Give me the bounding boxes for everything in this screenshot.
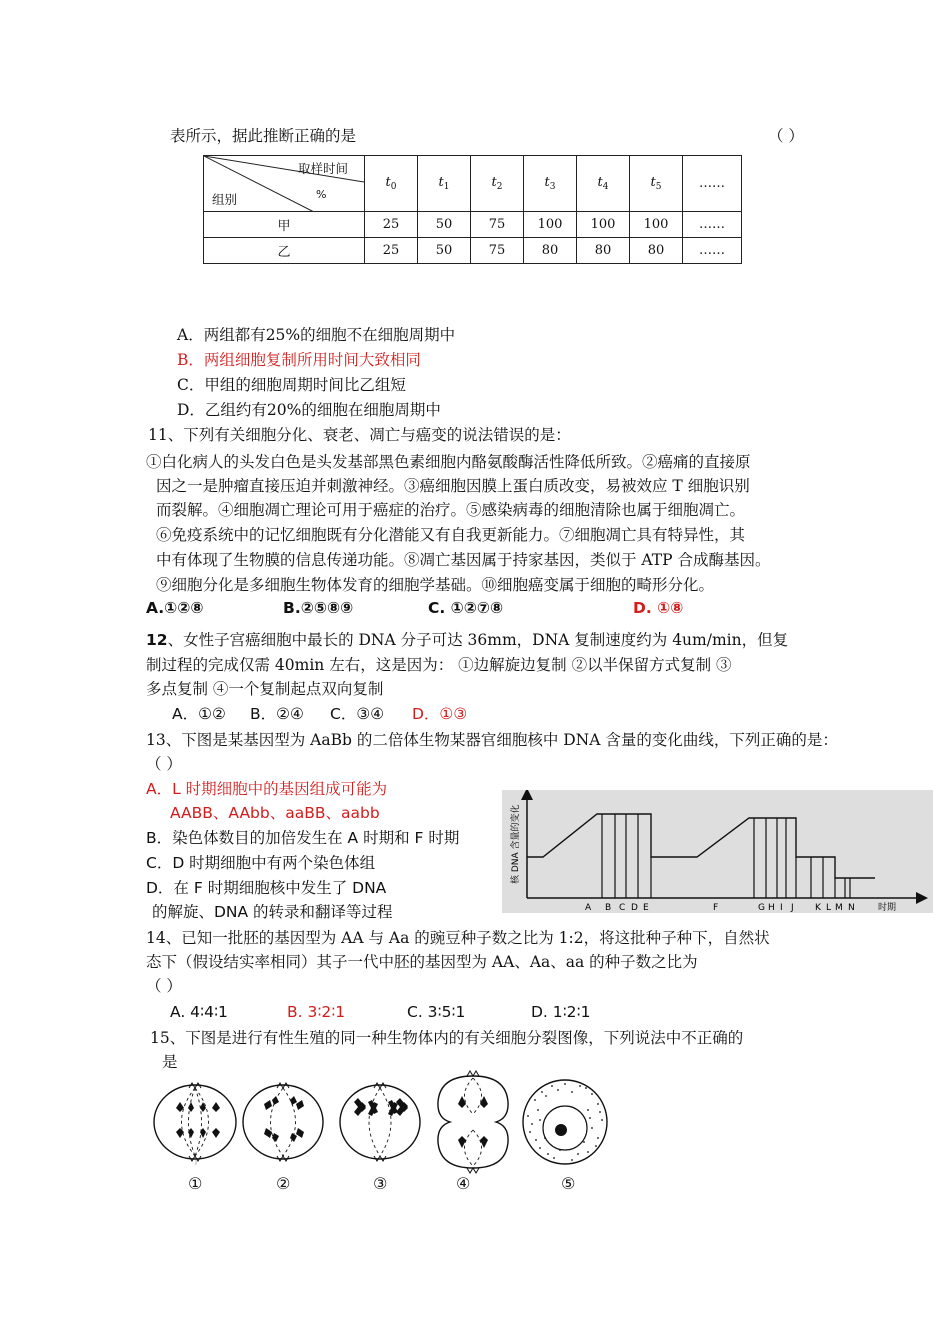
cell-4: [438, 1071, 508, 1173]
dna-content-chart: [502, 790, 933, 913]
cell-label-1: ①: [188, 1174, 203, 1193]
header-t4: $t_4$: [577, 156, 630, 212]
q12-option-a: A．①②: [172, 705, 226, 723]
q11-option-c: C. ①②⑦⑧: [428, 599, 504, 617]
q15-line: 15、下图是进行有性生殖的同一种生物体内的有关细胞分裂图像，下列说法中不正确的: [150, 1029, 744, 1047]
q11-stem: 11、下列有关细胞分化、衰老、凋亡与癌变的说法错误的是：: [148, 426, 571, 444]
x-label-B: B: [605, 903, 612, 913]
header-ellipsis: ……: [683, 156, 742, 212]
x-label-J: J: [791, 903, 794, 913]
q11-line: ⑨细胞分化是多细胞生物体发育的细胞学基础。⑩细胞癌变属于细胞的畸形分化。: [156, 576, 715, 594]
x-label-I: I: [780, 903, 783, 913]
q11-line: 中有体现了生物膜的信息传递功能。⑧凋亡基因属于持家基因，类似于 ATP 合成酶基因。: [156, 551, 771, 569]
cell-label-5: ⑤: [561, 1174, 576, 1193]
q13-option-d-line1: D．在 F 时期细胞核中发生了 DNA: [146, 879, 387, 897]
table-cell: 25: [365, 212, 418, 238]
q14-option-a: A. 4∶4∶1: [170, 1003, 228, 1021]
cell-2: [243, 1083, 323, 1161]
cell-3: [340, 1083, 420, 1161]
dna-chart-svg: [502, 790, 933, 913]
table-cell: 80: [524, 238, 577, 264]
cell-5: [523, 1080, 607, 1164]
table-cell: 80: [630, 238, 683, 264]
cell-label-3: ③: [373, 1174, 388, 1193]
table-header-corner: [204, 156, 365, 212]
table-cell: ……: [683, 212, 742, 238]
x-axis-label: 时期: [878, 903, 897, 913]
q14-option-b: B. 3∶2∶1: [287, 1003, 346, 1021]
q13-option-c: C．D 时期细胞中有两个染色体组: [146, 854, 376, 872]
q13-option-b: B．染色体数目的加倍发生在 A 时期和 F 时期: [146, 829, 460, 847]
table-cell: 75: [471, 212, 524, 238]
x-label-L: L: [826, 903, 832, 913]
cell-label-4: ④: [456, 1174, 471, 1193]
table-cell: 50: [418, 238, 471, 264]
q11-line: ⑥免疫系统中的记忆细胞既有分化潜能又有自我更新能力。⑦细胞凋亡具有特异性，其: [156, 526, 746, 544]
q10-option-c: C．甲组的细胞周期时间比乙组短: [177, 376, 406, 394]
cell-division-figures: [140, 1070, 640, 1200]
phase-dividers: [602, 814, 850, 898]
q13-option-a-line2: AABB、AAbb、aaBB、aabb: [170, 804, 380, 822]
x-label-D: D: [631, 903, 638, 913]
x-tick-labels: [585, 901, 896, 913]
table-row-yi: [204, 238, 742, 264]
cell-label-2: ②: [276, 1174, 291, 1193]
q11-option-b: B.②⑤⑧⑨: [283, 599, 354, 617]
q14-line: 14、已知一批胚的基因型为 AA 与 Aa 的豌豆种子数之比为 1:2，将这批种子种下，自然状: [146, 929, 770, 947]
q10-answer-bracket: （ ）: [768, 127, 804, 145]
sampling-table: [203, 155, 742, 264]
x-label-N: N: [848, 903, 855, 913]
q10-stem-tail: 表所示，据此推断正确的是: [170, 127, 357, 145]
q12-option-d: D．①③: [412, 705, 468, 723]
table-cell: 100: [524, 212, 577, 238]
table-row-jia: [204, 212, 742, 238]
x-label-E: E: [643, 903, 649, 913]
cell-labels: [188, 1174, 575, 1193]
header-t2: $t_2$: [471, 156, 524, 212]
x-label-M: M: [835, 903, 843, 913]
q10-option-d: D．乙组约有20%的细胞在细胞周期中: [177, 401, 441, 419]
q13-stem: 13、下图是某基因型为 AaBb 的二倍体生物某器官细胞核中 DNA 含量的变化曲线，下列正确的是：: [146, 731, 838, 749]
q12-line: 制过程的完成仅需 40min 左右，这是因为： ①边解旋边复制 ②以半保留方式复制 ③: [146, 656, 732, 674]
row-label: 乙: [204, 238, 365, 264]
q11-line: 而裂解。④细胞凋亡理论可用于癌症的治疗。⑤感染病毒的细胞清除也属于细胞凋亡。: [156, 501, 746, 519]
q11-option-d: D. ①⑧: [633, 599, 684, 617]
q15-line: 是: [162, 1053, 178, 1071]
q13-option-a-line1: A．L 时期细胞中的基因组成可能为: [146, 780, 388, 798]
q11-option-a: A.①②⑧: [146, 599, 204, 617]
q14-line: （ ）: [146, 977, 182, 995]
table-cell: 75: [471, 238, 524, 264]
x-label-G: G: [758, 903, 765, 913]
table-cell: 50: [418, 212, 471, 238]
q12-number: 12: [146, 631, 168, 649]
table-cell: 80: [577, 238, 630, 264]
q13-option-d-line2: 的解旋、DNA 的转录和翻译等过程: [152, 903, 393, 921]
header-t5: $t_5$: [630, 156, 683, 212]
table-cell: 100: [577, 212, 630, 238]
header-t3: $t_3$: [524, 156, 577, 212]
y-axis-label: 核 DNA 含量的变化: [511, 804, 521, 884]
q14-option-c: C. 3∶5∶1: [407, 1003, 466, 1021]
q11-line: ①白化病人的头发白色是头发基部黑色素细胞内酪氨酸酶活性降低所致。②癌痛的直接原: [146, 453, 751, 471]
header-group: 组别: [212, 192, 238, 207]
q12-line-1: 12、女性子宫癌细胞中最长的 DNA 分子可达 36mm，DNA 复制速度约为 4um/min，但复: [146, 631, 789, 649]
table-cell: 25: [365, 238, 418, 264]
header-t0: $t_0$: [365, 156, 418, 212]
header-sampling-time: 取样时间: [298, 161, 349, 176]
header-unit: %: [316, 188, 327, 201]
x-label-H: H: [768, 903, 775, 913]
table-cell: ……: [683, 238, 742, 264]
x-label-K: K: [815, 903, 821, 913]
x-label-A: A: [585, 903, 592, 913]
q12-option-b: B．②④: [250, 705, 304, 723]
x-label-F: F: [713, 903, 719, 913]
q11-line: 因之一是肿瘤直接压迫并刺激神经。③癌细胞因膜上蛋白质改变，易被效应 T 细胞识别: [156, 477, 750, 495]
cell-1: [154, 1083, 236, 1165]
q10-option-a: A．两组都有25%的细胞不在细胞周期中: [177, 326, 456, 344]
q12-option-c: C．③④: [330, 705, 385, 723]
table-cell: 100: [630, 212, 683, 238]
q10-option-b: B．两组细胞复制所用时间大致相同: [177, 351, 421, 369]
header-t1: $t_1$: [418, 156, 471, 212]
q14-option-d: D. 1∶2∶1: [531, 1003, 591, 1021]
q13-answer-bracket: （ ）: [146, 755, 182, 773]
x-label-C: C: [619, 903, 626, 913]
q12-line: 多点复制 ④一个复制起点双向复制: [146, 680, 384, 698]
q14-line: 态下（假设结实率相同）其子一代中胚的基因型为 AA、Aa、aa 的种子数之比为: [146, 953, 698, 971]
row-label: 甲: [204, 212, 365, 238]
